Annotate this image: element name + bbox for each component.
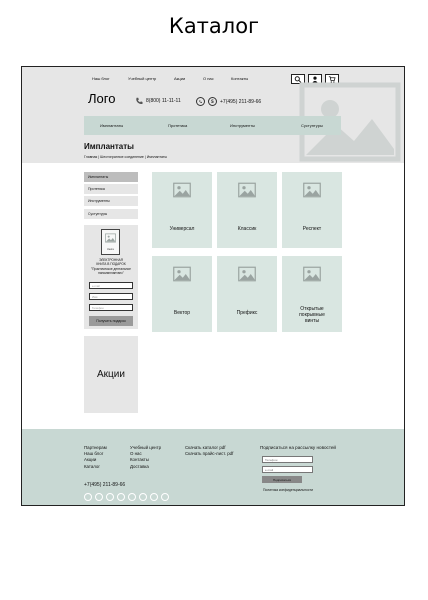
gift-text-line: "Практическое дентальное: [91, 267, 131, 271]
topnav-blog[interactable]: Наш блог: [92, 76, 110, 81]
gift-phone-input[interactable]: [89, 304, 133, 311]
site-footer: [22, 429, 405, 506]
product-name: Респект: [302, 226, 322, 232]
footer-col-1: [84, 445, 107, 470]
image-placeholder-icon: [173, 266, 191, 282]
product-name: Префикс: [236, 310, 258, 316]
sidebar-item-prosthetics[interactable]: Протетика: [84, 184, 138, 194]
phone-secondary-number: +7(495) 211-89-66: [220, 98, 262, 105]
subscribe-title: Подписаться на рассылку новостей: [260, 445, 336, 450]
sidebar-item-instruments[interactable]: Инструменты: [84, 196, 138, 206]
image-placeholder-icon: [303, 266, 321, 282]
gift-text-line: КНИГА В ПОДАРОК: [96, 262, 126, 266]
site-header: [22, 67, 405, 163]
image-placeholder-icon: [238, 266, 256, 282]
product-card[interactable]: [217, 172, 277, 248]
social-icon[interactable]: [84, 493, 92, 501]
footer-link-delivery[interactable]: Доставка: [130, 463, 149, 469]
topnav-contacts[interactable]: Контакты: [231, 76, 249, 81]
footer-link-blog[interactable]: Наш блог: [84, 451, 104, 457]
product-name: Универсал: [169, 226, 195, 232]
catnav-prosthetics[interactable]: Протетика: [168, 123, 188, 128]
privacy-policy-link[interactable]: Политика конфиденциальности: [263, 488, 314, 492]
catnav-implants[interactable]: Имплантаты: [100, 123, 124, 128]
image-placeholder-icon: [303, 182, 321, 198]
promo-label: Акции: [97, 369, 125, 380]
sidebar-item-structures[interactable]: Суступтуры: [84, 209, 138, 219]
sidebar-item-implants[interactable]: Имплантаты: [84, 172, 138, 182]
breadcrumb[interactable]: Главная | Шестигранное соединение | Имплантаты: [84, 155, 168, 159]
product-name: Открытые покрывные винты: [299, 306, 325, 324]
whatsapp-icon[interactable]: [196, 97, 205, 106]
topnav-training[interactable]: Учебный центр: [128, 76, 157, 81]
footer-col-2: [130, 445, 161, 470]
catalog-page-mockup: [21, 66, 405, 506]
download-catalog-link[interactable]: Скачать каталог pdf: [185, 445, 226, 450]
gift-text-line: ЭЛЕКТРОННАЯ: [99, 258, 123, 262]
product-card[interactable]: [282, 172, 342, 248]
page-title: Имплантаты: [84, 142, 134, 151]
ebook-cover: [101, 229, 120, 255]
image-placeholder-icon: [105, 233, 116, 243]
social-icon[interactable]: [161, 493, 169, 501]
footer-link-catalog[interactable]: Каталог: [84, 463, 100, 469]
gift-text-line: наноимплантанс": [98, 271, 124, 275]
social-icon[interactable]: [106, 493, 114, 501]
social-icon[interactable]: [128, 493, 136, 501]
footer-phone[interactable]: +7(495) 211-89-66: [84, 482, 126, 488]
subscribe-button[interactable]: Подписаться: [262, 476, 302, 483]
site-logo[interactable]: Лого: [88, 91, 116, 106]
gift-name-input[interactable]: [89, 293, 133, 300]
svg-text:S: S: [211, 99, 214, 104]
promo-banner[interactable]: [84, 336, 138, 413]
category-nav: [84, 116, 341, 135]
product-card[interactable]: [282, 256, 342, 332]
footer-link-about[interactable]: О нас: [130, 451, 142, 457]
product-card[interactable]: [217, 256, 277, 332]
social-icon[interactable]: [139, 493, 147, 501]
image-placeholder-icon: [173, 182, 191, 198]
footer-link-contacts[interactable]: Контакты: [130, 457, 149, 463]
social-icon[interactable]: [117, 493, 125, 501]
phone-secondary[interactable]: [196, 97, 261, 106]
image-placeholder-icon: [238, 182, 256, 198]
phone-icon: [135, 97, 143, 105]
topnav-about[interactable]: О нас: [203, 76, 214, 81]
social-icon[interactable]: [95, 493, 103, 501]
download-pricelist-link[interactable]: Скачать прайс-лист. pdf: [185, 451, 234, 457]
product-card[interactable]: [152, 172, 212, 248]
ebook-gift-form: [84, 225, 138, 329]
gift-email-input[interactable]: [89, 282, 133, 289]
catnav-structures[interactable]: Суступтуры: [301, 123, 323, 128]
get-gift-button[interactable]: Получить подарок: [89, 316, 133, 326]
skype-icon[interactable]: [208, 97, 217, 106]
product-card[interactable]: [152, 256, 212, 332]
footer-link-training[interactable]: Учебный центр: [130, 445, 162, 450]
phone-primary[interactable]: [135, 97, 181, 105]
footer-link-partners[interactable]: Партнерам: [84, 445, 107, 450]
catnav-instruments[interactable]: Инструменты: [230, 123, 255, 128]
product-name: Классик: [237, 226, 257, 232]
phone-primary-number: 8(800) 11-11-11: [146, 98, 181, 104]
footer-link-promotions[interactable]: Акции: [84, 457, 97, 463]
social-links: [84, 493, 169, 501]
social-icon[interactable]: [150, 493, 158, 501]
topnav-promotions[interactable]: Акции: [174, 76, 186, 81]
ebook-cover-label: Книга: [107, 248, 114, 251]
page-heading: Каталог: [168, 14, 260, 38]
product-name: Вектор: [173, 310, 191, 316]
subscribe-phone-input[interactable]: [262, 456, 313, 463]
subscribe-email-input[interactable]: [262, 466, 313, 473]
footer-col-3: [185, 445, 233, 457]
